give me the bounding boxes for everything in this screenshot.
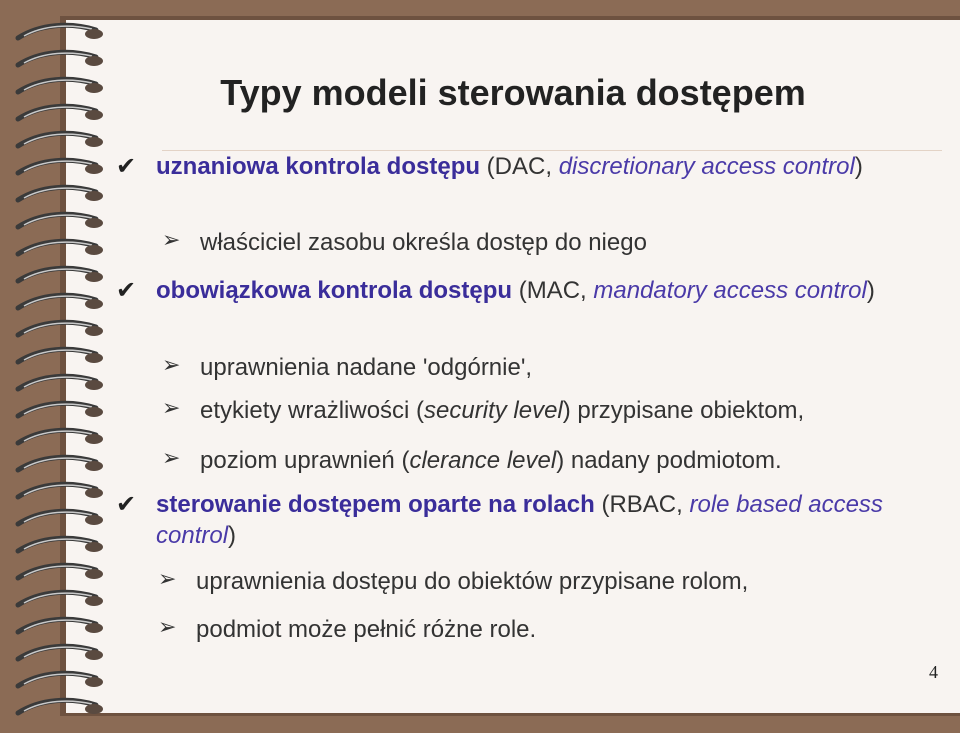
arrowhead-icon: ➢ <box>158 614 177 639</box>
arrowhead-icon: ➢ <box>162 227 181 252</box>
bullet-italic-text: role based access control <box>156 491 883 549</box>
bullet-dac <box>156 151 916 182</box>
spiral-ring <box>18 619 103 633</box>
spiral-ring <box>18 673 103 687</box>
sub-bullet-text: etykiety wrażliwości ( <box>200 397 425 424</box>
sub-bullet-text: ) przypisane obiektom, <box>562 397 805 424</box>
spiral-ring <box>18 214 103 228</box>
bullet-paren-close: ) <box>854 153 863 180</box>
bullet-bold-text: sterowanie dostępem oparte na rolach <box>156 491 595 518</box>
arrowhead-icon: ➢ <box>162 445 181 470</box>
spiral-ring <box>18 403 103 417</box>
spiral-ring <box>18 106 103 120</box>
slide-content <box>66 20 960 713</box>
sub-bullet-italic: clerance level <box>409 447 557 474</box>
sub-bullet: właściciel zasobu określa dostęp do niego <box>200 229 647 256</box>
spiral-ring <box>18 160 103 174</box>
bullet-italic-text: mandatory access control <box>593 277 867 304</box>
spiral-ring <box>18 241 103 255</box>
sub-bullet: podmiot może pełnić różne role. <box>196 616 537 643</box>
spiral-ring <box>18 646 103 660</box>
spiral-ring <box>18 79 103 93</box>
spiral-ring <box>18 133 103 147</box>
bullet-paren-close: ) <box>866 277 875 304</box>
bullet-bold-text: uznaniowa kontrola dostępu <box>156 153 481 180</box>
spiral-ring <box>18 322 103 336</box>
sub-bullet <box>200 445 782 476</box>
bullet-paren-open: (RBAC, <box>594 491 690 518</box>
sub-bullet-text: poziom uprawnień ( <box>200 447 410 474</box>
spiral-ring <box>18 349 103 363</box>
arrowhead-icon: ➢ <box>158 566 177 591</box>
bullet-paren-open: (DAC, <box>480 153 559 180</box>
sub-bullet <box>200 395 804 426</box>
arrowhead-icon: ➢ <box>162 352 181 377</box>
slide-title: Typy modeli sterowania dostępem <box>220 72 806 113</box>
page-number: 4 <box>929 662 938 682</box>
sub-bullet-text: ) nadany podmiotom. <box>556 447 782 474</box>
spiral-binding <box>0 0 110 733</box>
bullet-paren-close: ) <box>228 522 237 549</box>
spiral-ring <box>18 511 103 525</box>
sub-bullet: uprawnienia dostępu do obiektów przypisane rolom, <box>196 568 749 595</box>
checkmark-icon: ✔ <box>116 153 137 180</box>
bullet-rbac <box>156 489 916 551</box>
spiral-ring <box>18 592 103 606</box>
spiral-ring <box>18 484 103 498</box>
sub-bullet: uprawnienia nadane 'odgórnie', <box>200 354 533 381</box>
spiral-ring <box>18 268 103 282</box>
checkmark-icon: ✔ <box>116 277 137 304</box>
spiral-ring <box>18 295 103 309</box>
spiral-ring <box>18 538 103 552</box>
checkmark-icon: ✔ <box>116 491 137 518</box>
spiral-ring <box>18 25 103 39</box>
bullet-mac <box>156 275 916 306</box>
spiral-ring <box>18 430 103 444</box>
sub-bullet-italic: security level <box>424 397 563 424</box>
bullet-italic-text: discretionary access control <box>558 153 855 180</box>
spiral-ring <box>18 52 103 66</box>
spiral-ring <box>18 700 103 714</box>
spiral-ring <box>18 187 103 201</box>
spiral-ring <box>18 565 103 579</box>
arrowhead-icon: ➢ <box>162 395 181 420</box>
bullet-bold-text: obowiązkowa kontrola dostępu <box>156 277 513 304</box>
bullet-paren-open: (MAC, <box>512 277 594 304</box>
spiral-ring <box>18 457 103 471</box>
slide-page <box>66 20 960 713</box>
spiral-ring <box>18 376 103 390</box>
